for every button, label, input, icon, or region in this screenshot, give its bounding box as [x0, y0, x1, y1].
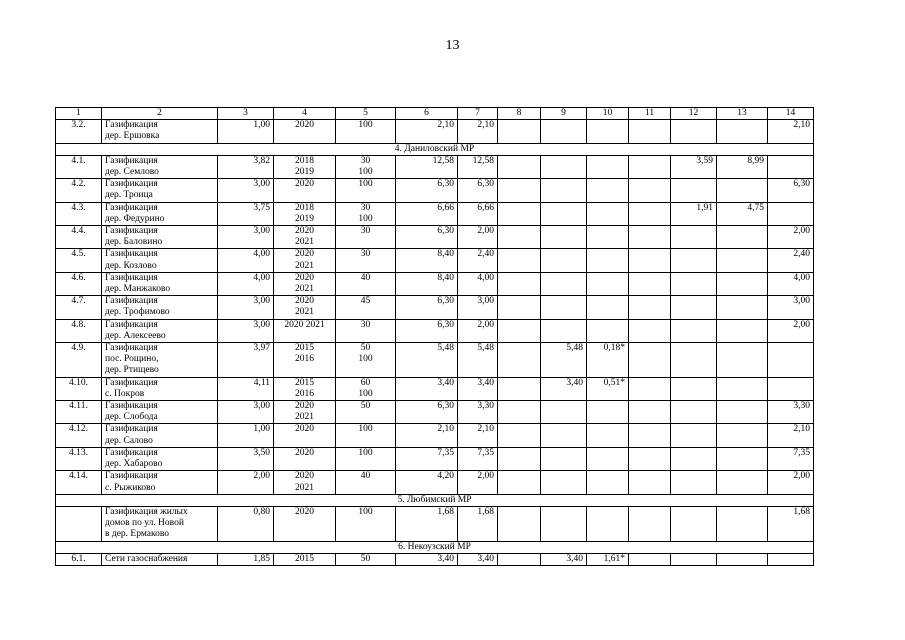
cell-col-14	[768, 377, 814, 400]
cell-col-10	[587, 471, 629, 494]
cell-col-10	[587, 296, 629, 319]
cell-name: Газификация с. Покров	[102, 377, 218, 400]
column-header: 1	[56, 108, 102, 120]
column-header: 8	[498, 108, 541, 120]
cell-year: 2020 2021	[274, 319, 336, 342]
cell-col-7: 2,00	[458, 226, 498, 249]
cell-name: Газификация с. Рыжиково	[102, 471, 218, 494]
cell-number	[56, 506, 102, 541]
cell-col-3: 3,00	[218, 401, 274, 424]
cell-year: 2020	[274, 447, 336, 470]
cell-col-3: 3,97	[218, 343, 274, 378]
cell-col-14: 3,00	[768, 296, 814, 319]
cell-col-8	[498, 249, 541, 272]
cell-col-14: 4,00	[768, 272, 814, 295]
cell-col-14	[768, 155, 814, 178]
cell-col-7: 3,40	[458, 377, 498, 400]
cell-col-8	[498, 401, 541, 424]
cell-col-6: 8,40	[396, 272, 458, 295]
cell-col-9	[541, 447, 587, 470]
cell-col-3: 2,00	[218, 471, 274, 494]
cell-col-7: 3,40	[458, 553, 498, 565]
column-header: 14	[768, 108, 814, 120]
cell-col-6: 12,58	[396, 155, 458, 178]
cell-year: 2018 2019	[274, 202, 336, 225]
cell-name: Газификация дер. Салово	[102, 424, 218, 447]
cell-year: 2020	[274, 506, 336, 541]
cell-name: Газификация дер. Федурино	[102, 202, 218, 225]
cell-col-5: 50	[336, 401, 396, 424]
cell-name: Сети газоснабжения	[102, 553, 218, 565]
cell-col-7: 5,48	[458, 343, 498, 378]
cell-col-8	[498, 319, 541, 342]
cell-col-7: 12,58	[458, 155, 498, 178]
cell-name: Газификация дер. Семлово	[102, 155, 218, 178]
cell-col-9: 3,40	[541, 553, 587, 565]
cell-col-14: 2,10	[768, 120, 814, 143]
cell-col-9	[541, 506, 587, 541]
cell-col-6: 2,10	[396, 120, 458, 143]
cell-col-3: 3,00	[218, 319, 274, 342]
cell-col-12	[671, 401, 717, 424]
cell-col-10: 1,61*	[587, 553, 629, 565]
cell-col-5: 100	[336, 179, 396, 202]
cell-col-3: 3,00	[218, 296, 274, 319]
cell-col-10	[587, 179, 629, 202]
cell-col-12	[671, 120, 717, 143]
cell-col-6: 3,40	[396, 377, 458, 400]
cell-col-12	[671, 447, 717, 470]
cell-col-5: 50 100	[336, 343, 396, 378]
cell-number: 4.4.	[56, 226, 102, 249]
cell-col-7: 2,10	[458, 424, 498, 447]
cell-col-9	[541, 401, 587, 424]
cell-col-14: 3,30	[768, 401, 814, 424]
cell-col-10: 0,51*	[587, 377, 629, 400]
table-row	[56, 401, 814, 424]
cell-number: 4.2.	[56, 179, 102, 202]
cell-col-7: 1,68	[458, 506, 498, 541]
column-header: 10	[587, 108, 629, 120]
cell-col-9: 3,40	[541, 377, 587, 400]
table-row	[56, 424, 814, 447]
cell-col-5: 50	[336, 553, 396, 565]
cell-col-8	[498, 471, 541, 494]
table-row	[56, 343, 814, 378]
cell-col-3: 4,00	[218, 272, 274, 295]
cell-col-11	[629, 120, 671, 143]
cell-col-11	[629, 202, 671, 225]
section-row	[56, 143, 814, 155]
column-header: 11	[629, 108, 671, 120]
cell-col-13	[717, 226, 768, 249]
cell-col-14: 6,30	[768, 179, 814, 202]
cell-col-5: 45	[336, 296, 396, 319]
table-row	[56, 447, 814, 470]
cell-number: 4.10.	[56, 377, 102, 400]
cell-col-8	[498, 553, 541, 565]
column-header: 6	[396, 108, 458, 120]
cell-col-12	[671, 424, 717, 447]
cell-col-6: 5,48	[396, 343, 458, 378]
cell-col-7: 3,30	[458, 401, 498, 424]
cell-col-10	[587, 202, 629, 225]
cell-col-11	[629, 179, 671, 202]
cell-year: 2018 2019	[274, 155, 336, 178]
cell-col-12	[671, 553, 717, 565]
cell-col-8	[498, 179, 541, 202]
cell-number: 4.11.	[56, 401, 102, 424]
cell-col-12	[671, 272, 717, 295]
cell-col-6: 4,20	[396, 471, 458, 494]
cell-col-5: 30 100	[336, 202, 396, 225]
cell-col-8	[498, 226, 541, 249]
section-row	[56, 541, 814, 553]
cell-col-10	[587, 319, 629, 342]
cell-col-9	[541, 202, 587, 225]
column-header: 2	[102, 108, 218, 120]
cell-col-10	[587, 447, 629, 470]
cell-number: 6.1.	[56, 553, 102, 565]
section-row	[56, 494, 814, 506]
column-header: 7	[458, 108, 498, 120]
cell-col-6: 3,40	[396, 553, 458, 565]
cell-col-11	[629, 319, 671, 342]
cell-col-11	[629, 401, 671, 424]
cell-col-5: 30	[336, 319, 396, 342]
cell-col-11	[629, 249, 671, 272]
cell-col-12	[671, 249, 717, 272]
cell-col-14: 2,10	[768, 424, 814, 447]
cell-number: 3.2.	[56, 120, 102, 143]
cell-col-7: 6,66	[458, 202, 498, 225]
cell-col-9	[541, 471, 587, 494]
cell-col-9	[541, 319, 587, 342]
cell-year: 2015	[274, 553, 336, 565]
cell-col-10	[587, 506, 629, 541]
cell-col-9	[541, 249, 587, 272]
table-row	[56, 506, 814, 541]
cell-col-10	[587, 249, 629, 272]
cell-col-3: 3,75	[218, 202, 274, 225]
cell-col-3: 3,82	[218, 155, 274, 178]
table-row	[56, 319, 814, 342]
cell-year: 2015 2016	[274, 343, 336, 378]
cell-col-11	[629, 506, 671, 541]
section-title: 6. Некоузский МР	[56, 541, 814, 553]
cell-col-13	[717, 401, 768, 424]
cell-col-14: 2,00	[768, 226, 814, 249]
table-row	[56, 226, 814, 249]
cell-col-13	[717, 272, 768, 295]
cell-col-9	[541, 296, 587, 319]
table-row	[56, 202, 814, 225]
column-header: 12	[671, 108, 717, 120]
cell-col-13	[717, 377, 768, 400]
cell-col-11	[629, 471, 671, 494]
data-table	[55, 107, 814, 566]
cell-col-3: 1,00	[218, 424, 274, 447]
cell-col-5: 60 100	[336, 377, 396, 400]
cell-number: 4.12.	[56, 424, 102, 447]
cell-col-9	[541, 226, 587, 249]
cell-col-7: 2,10	[458, 120, 498, 143]
cell-col-3: 4,11	[218, 377, 274, 400]
cell-col-13	[717, 506, 768, 541]
cell-col-12	[671, 377, 717, 400]
table-row	[56, 272, 814, 295]
cell-col-7: 2,40	[458, 249, 498, 272]
cell-col-3: 1,00	[218, 120, 274, 143]
column-header: 4	[274, 108, 336, 120]
cell-name: Газификация жилых домов по ул. Новой в дер. Ермаково	[102, 506, 218, 541]
cell-year: 2020 2021	[274, 272, 336, 295]
cell-col-9: 5,48	[541, 343, 587, 378]
table-row	[56, 471, 814, 494]
cell-number: 4.13.	[56, 447, 102, 470]
cell-col-6: 6,30	[396, 401, 458, 424]
cell-col-14	[768, 553, 814, 565]
cell-col-8	[498, 155, 541, 178]
table-row	[56, 553, 814, 565]
cell-col-8	[498, 377, 541, 400]
cell-col-7: 6,30	[458, 179, 498, 202]
cell-col-14: 2,00	[768, 471, 814, 494]
cell-col-6: 1,68	[396, 506, 458, 541]
cell-year: 2020 2021	[274, 296, 336, 319]
cell-col-3: 1,85	[218, 553, 274, 565]
table-row	[56, 377, 814, 400]
cell-col-12: 3,59	[671, 155, 717, 178]
cell-col-12	[671, 343, 717, 378]
cell-col-3: 3,50	[218, 447, 274, 470]
cell-col-13	[717, 553, 768, 565]
header-row	[56, 108, 814, 120]
cell-col-13	[717, 120, 768, 143]
cell-year: 2020 2021	[274, 226, 336, 249]
cell-name: Газификация дер. Слобода	[102, 401, 218, 424]
cell-col-5: 30	[336, 226, 396, 249]
cell-col-5: 100	[336, 506, 396, 541]
cell-col-11	[629, 155, 671, 178]
cell-name: Газификация дер. Ершовка	[102, 120, 218, 143]
cell-col-6: 2,10	[396, 424, 458, 447]
cell-col-8	[498, 506, 541, 541]
cell-col-12	[671, 506, 717, 541]
cell-col-5: 40	[336, 471, 396, 494]
cell-col-10: 0,18*	[587, 343, 629, 378]
table-row	[56, 155, 814, 178]
cell-col-11	[629, 272, 671, 295]
cell-year: 2020	[274, 120, 336, 143]
cell-col-6: 6,30	[396, 296, 458, 319]
cell-col-13	[717, 319, 768, 342]
cell-col-10	[587, 401, 629, 424]
cell-name: Газификация дер. Козлово	[102, 249, 218, 272]
cell-col-12	[671, 179, 717, 202]
cell-col-12	[671, 319, 717, 342]
cell-col-6: 6,30	[396, 179, 458, 202]
column-header: 13	[717, 108, 768, 120]
cell-col-6: 8,40	[396, 249, 458, 272]
cell-col-5: 30	[336, 249, 396, 272]
cell-col-13: 4,75	[717, 202, 768, 225]
cell-name: Газификация дер. Алексеево	[102, 319, 218, 342]
cell-col-13	[717, 424, 768, 447]
cell-col-12: 1,91	[671, 202, 717, 225]
cell-number: 4.3.	[56, 202, 102, 225]
cell-col-9	[541, 424, 587, 447]
cell-col-13	[717, 471, 768, 494]
cell-year: 2020 2021	[274, 249, 336, 272]
cell-col-9	[541, 120, 587, 143]
cell-col-8	[498, 202, 541, 225]
cell-number: 4.14.	[56, 471, 102, 494]
table-row	[56, 179, 814, 202]
cell-number: 4.1.	[56, 155, 102, 178]
cell-col-10	[587, 272, 629, 295]
cell-col-9	[541, 272, 587, 295]
cell-col-8	[498, 296, 541, 319]
cell-name: Газификация дер. Хабарово	[102, 447, 218, 470]
cell-col-13	[717, 249, 768, 272]
cell-col-12	[671, 471, 717, 494]
cell-col-7: 2,00	[458, 471, 498, 494]
cell-col-3: 3,00	[218, 226, 274, 249]
cell-year: 2015 2016	[274, 377, 336, 400]
cell-col-11	[629, 377, 671, 400]
cell-col-12	[671, 296, 717, 319]
cell-name: Газификация дер. Манжаково	[102, 272, 218, 295]
cell-year: 2020 2021	[274, 401, 336, 424]
cell-col-5: 100	[336, 424, 396, 447]
cell-col-14: 1,68	[768, 506, 814, 541]
cell-col-6: 6,30	[396, 226, 458, 249]
cell-number: 4.9.	[56, 343, 102, 378]
cell-col-11	[629, 553, 671, 565]
cell-name: Газификация дер. Троица	[102, 179, 218, 202]
cell-name: Газификация пос. Рощино, дер. Ртищево	[102, 343, 218, 378]
cell-col-13	[717, 296, 768, 319]
cell-col-7: 3,00	[458, 296, 498, 319]
cell-col-14: 2,00	[768, 319, 814, 342]
cell-number: 4.6.	[56, 272, 102, 295]
cell-col-10	[587, 424, 629, 447]
cell-col-10	[587, 226, 629, 249]
column-header: 5	[336, 108, 396, 120]
cell-col-8	[498, 447, 541, 470]
cell-col-14: 7,35	[768, 447, 814, 470]
page-number: 13	[445, 38, 460, 53]
cell-col-9	[541, 179, 587, 202]
cell-col-10	[587, 120, 629, 143]
section-title: 5. Любимский МР	[56, 494, 814, 506]
cell-col-7: 2,00	[458, 319, 498, 342]
cell-col-14: 2,40	[768, 249, 814, 272]
cell-col-3: 0,80	[218, 506, 274, 541]
cell-col-6: 7,35	[396, 447, 458, 470]
cell-col-8	[498, 343, 541, 378]
cell-year: 2020 2021	[274, 471, 336, 494]
cell-col-5: 40	[336, 272, 396, 295]
cell-col-11	[629, 424, 671, 447]
cell-number: 4.7.	[56, 296, 102, 319]
cell-col-7: 4,00	[458, 272, 498, 295]
cell-col-5: 100	[336, 120, 396, 143]
cell-col-14	[768, 343, 814, 378]
cell-col-5: 30 100	[336, 155, 396, 178]
cell-number: 4.5.	[56, 249, 102, 272]
cell-name: Газификация дер. Баловино	[102, 226, 218, 249]
cell-col-3: 3,00	[218, 179, 274, 202]
cell-year: 2020	[274, 179, 336, 202]
cell-col-13	[717, 179, 768, 202]
cell-number: 4.8.	[56, 319, 102, 342]
column-header: 3	[218, 108, 274, 120]
cell-col-11	[629, 226, 671, 249]
table-row	[56, 296, 814, 319]
cell-col-11	[629, 447, 671, 470]
section-title: 4. Даниловский МР	[56, 143, 814, 155]
cell-col-8	[498, 272, 541, 295]
cell-col-9	[541, 155, 587, 178]
cell-col-5: 100	[336, 447, 396, 470]
cell-col-8	[498, 424, 541, 447]
column-header: 9	[541, 108, 587, 120]
cell-year: 2020	[274, 424, 336, 447]
cell-col-13	[717, 343, 768, 378]
cell-col-14	[768, 202, 814, 225]
table-body	[56, 108, 814, 566]
cell-col-11	[629, 343, 671, 378]
cell-col-10	[587, 155, 629, 178]
cell-col-6: 6,66	[396, 202, 458, 225]
cell-col-3: 4,00	[218, 249, 274, 272]
cell-col-13	[717, 447, 768, 470]
cell-col-7: 7,35	[458, 447, 498, 470]
cell-name: Газификация дер. Трофимово	[102, 296, 218, 319]
cell-col-11	[629, 296, 671, 319]
cell-col-6: 6,30	[396, 319, 458, 342]
table-row	[56, 120, 814, 143]
cell-col-12	[671, 226, 717, 249]
cell-col-8	[498, 120, 541, 143]
table-row	[56, 249, 814, 272]
cell-col-13: 8,99	[717, 155, 768, 178]
